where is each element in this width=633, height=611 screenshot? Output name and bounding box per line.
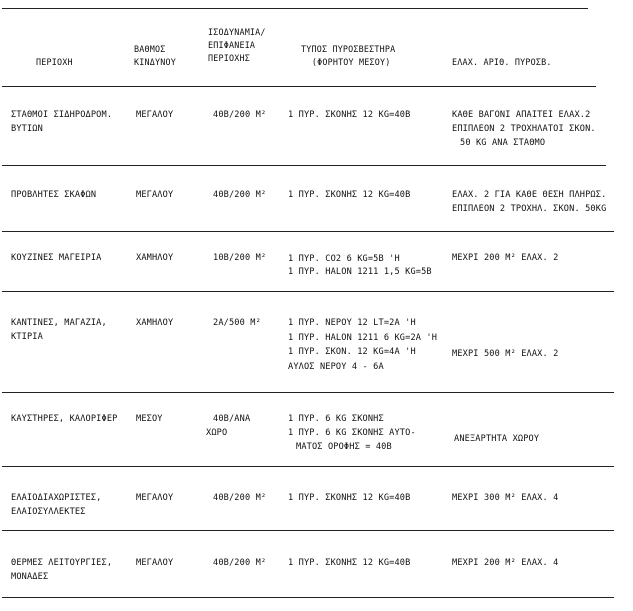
row-equiv-line: 40Β/200 Μ²: [213, 110, 267, 120]
row-7-risk: [136, 556, 173, 570]
row-3-risk: [136, 251, 173, 265]
row-2-area: [11, 188, 96, 202]
row-7-min: [452, 556, 558, 570]
row-min-line: ΚΑΘΕ ΒΑΓΟΝΙ ΑΠΑΙΤΕΙ ΕΛΑΧ.2: [452, 110, 591, 120]
row-min-line: ΜΕΧΡΙ 200 Μ² ΕΛΑΧ. 2: [452, 253, 559, 263]
row-type-line: 1 ΠΥΡ. ΣΚΟΝ. 12 KG=4A 'Η: [288, 347, 416, 357]
row-2-risk: [136, 188, 173, 202]
row-area-line: ΜΟΝΑΔΕΣ: [11, 572, 49, 582]
row-1-type: [288, 108, 410, 122]
row-7-type: [288, 556, 410, 570]
row-area-line: ΘΕΡΜΕΣ ΛΕΙΤΟΥΡΓΙΕΣ,: [11, 558, 113, 568]
row-3-type: [288, 253, 432, 279]
row-4-equivalence: [213, 316, 261, 330]
row-equiv-line: 2Α/500 Μ²: [213, 318, 261, 328]
row-min-line: ΜΕΧΡΙ 300 Μ² ΕΛΑΧ. 4: [452, 493, 559, 503]
bottom-rule: [2, 597, 614, 598]
row-1-risk: [136, 108, 173, 122]
row-area-line: ΕΛΑΙΟΔΙΑΧΩΡΙΣΤΕΣ,: [11, 493, 102, 503]
row-5-risk: [136, 412, 163, 426]
header-equiv-line: ΕΠΙΦΑΝΕΙΑ: [208, 40, 256, 50]
header-risk-line: ΒΑΘΜΟΣ: [134, 44, 166, 54]
row-rule-6: [2, 530, 614, 531]
row-risk: ΜΕΓΑΛΟΥ: [136, 493, 174, 503]
row-1-min: [452, 108, 596, 150]
row-min-line: 50 KG ΑΝΑ ΣΤΑΘΜΟ: [460, 138, 546, 148]
row-1-area: [11, 108, 112, 136]
row-5-area: [11, 412, 117, 426]
row-6-min: [452, 491, 558, 505]
row-area-line: ΕΛΑΙΟΣΥΛΛΕΚΤΕΣ: [11, 507, 86, 517]
row-6-type: [288, 491, 410, 505]
header-area-label: ΠΕΡΙΟΧΗ: [36, 57, 73, 67]
header-type-line: (ΦΟΡΗΤΟΥ ΜΕΣΟΥ): [311, 57, 391, 67]
row-equiv-line: 40Β/200 Μ²: [213, 190, 267, 200]
row-type-line: 1 ΠΥΡ. ΝΕΡΟΥ 12 LT=2A 'Η: [288, 318, 416, 328]
row-4-min: [452, 347, 558, 361]
row-5-equivalence: [206, 412, 251, 440]
row-2-min: [452, 188, 606, 216]
row-3-min: [452, 251, 558, 265]
row-rule-2: [2, 231, 614, 232]
row-risk: ΧΑΜΗΛΟΥ: [136, 318, 174, 328]
row-rule-5: [2, 466, 614, 467]
row-risk: ΜΕΓΑΛΟΥ: [136, 558, 174, 568]
row-type-line: 1 ΠΥΡ. 6 KG ΣΚΟΝΗΣ: [288, 414, 384, 424]
row-type-line: ΑΥΛΟΣ ΝΕΡΟΥ 4 - 6A: [288, 361, 384, 372]
row-min-line: ΕΠΙΠΛΕΟΝ 2 ΤΡΟΧΗΛ. ΣΚΟΝ. 50KG: [452, 204, 607, 214]
row-6-risk: [136, 491, 173, 505]
row-4-type: [288, 316, 437, 374]
header-type-line: ΤΥΠΟΣ ΠΥΡΟΣΒΕΣΤΗΡΑ: [301, 44, 396, 54]
row-area-line: ΒΥΤΙΩΝ: [11, 124, 43, 134]
row-3-equivalence: [213, 251, 266, 265]
header-equiv-line: ΠΕΡΙΟΧΗΣ: [208, 53, 250, 63]
row-5-min: [454, 432, 539, 446]
row-type-line: 1 ΠΥΡ. HALON 1211 6 KG=2A 'Η: [288, 332, 438, 343]
row-3-area: [11, 251, 102, 265]
row-2-type: [288, 188, 410, 202]
header-area: [36, 56, 73, 69]
row-area-line: ΠΡΟΒΛΗΤΕΣ ΣΚΑΦΩΝ: [11, 190, 97, 200]
row-min-line: ΜΕΧΡΙ 500 Μ² ΕΛΑΧ. 2: [452, 349, 559, 359]
row-5-type: [288, 412, 416, 454]
row-risk: ΜΕΣΟΥ: [136, 414, 163, 424]
top-rule: [2, 8, 588, 9]
header-rule: [2, 86, 596, 87]
header-equivalence: [208, 26, 266, 65]
header-extinguisher-type: [301, 43, 395, 69]
row-min-line: ΕΠΙΠΛΕΟΝ 2 ΤΡΟΧΗΛΑΤΟΙ ΣΚΟΝ.: [452, 124, 596, 134]
row-type-line: 1 ΠΥΡ. ΣΚΟΝΗΣ 12 KG=40B: [288, 190, 411, 200]
header-risk-line: ΚΙΝΔΥΝΟΥ: [134, 57, 176, 67]
row-type-line: 1 ΠΥΡ. ΣΚΟΝΗΣ 12 KG=40B: [288, 493, 411, 503]
row-area-line: ΣΤΑΘΜΟΙ ΣΙΔΗΡΟΔΡΟΜ.: [11, 110, 113, 120]
header-min-label: ΕΛΑΧ. ΑΡΙΘ. ΠΥΡΟΣΒ.: [452, 57, 552, 67]
row-equiv-line: 40Β/ΑΝΑ: [213, 414, 251, 424]
row-equiv-line: 10Β/200 Μ²: [213, 253, 267, 263]
row-type-line: 1 ΠΥΡ. HALON 1211 1,5 KG=5B: [288, 267, 432, 277]
row-type-line: 1 ΠΥΡ. 6 KG ΣΚΟΝΗΣ ΑΥΤΟ-: [288, 428, 416, 438]
row-rule-3: [2, 291, 614, 292]
row-6-area: [11, 491, 102, 519]
row-7-area: [11, 556, 112, 584]
row-area-line: ΚΑΝΤΙΝΕΣ, ΜΑΓΑΖΙΑ,: [11, 318, 107, 328]
row-type-line: 1 ΠΥΡ. ΣΚΟΝΗΣ 12 KG=40B: [288, 558, 411, 568]
row-risk: ΧΑΜΗΛΟΥ: [136, 253, 174, 263]
header-min-extinguishers: [452, 56, 552, 69]
row-type-line: 1 ΠΥΡ. ΣΚΟΝΗΣ 12 KG=40B: [288, 110, 411, 120]
row-1-equivalence: [213, 108, 266, 122]
row-area-line: ΚΑΥΣΤΗΡΕΣ, ΚΑΛΟΡΙΦΕΡ: [11, 414, 118, 424]
row-area-line: ΚΤΙΡΙΑ: [11, 332, 43, 342]
row-risk: ΜΕΓΑΛΟΥ: [136, 110, 174, 120]
row-7-equivalence: [213, 556, 266, 570]
row-equiv-line: 40Β/200 Μ²: [213, 493, 267, 503]
row-min-line: ΕΛΑΧ. 2 ΓΙΑ ΚΑΘΕ ΘΕΣΗ ΠΛΗΡΩΣ.: [452, 190, 607, 200]
row-2-equivalence: [213, 188, 266, 202]
row-equiv-line: ΧΩΡΟ: [206, 428, 228, 438]
row-4-area: [11, 316, 107, 344]
row-4-risk: [136, 316, 173, 330]
row-area-line: ΚΟΥΖΙΝΕΣ ΜΑΓΕΙΡΙΑ: [11, 253, 102, 263]
row-min-line: ΜΕΧΡΙ 200 Μ² ΕΛΑΧ. 4: [452, 558, 559, 568]
row-risk: ΜΕΓΑΛΟΥ: [136, 190, 174, 200]
row-type-line: ΜΑΤΟΣ ΟΡΟΦΗΣ = 40B: [296, 442, 392, 452]
row-equiv-line: 40Β/200 Μ²: [213, 558, 267, 568]
row-min-line: ΑΝΕΞΑΡΤΗΤΑ ΧΩΡΟΥ: [454, 434, 540, 444]
row-rule-1: [2, 165, 606, 166]
row-rule-4: [2, 392, 614, 393]
row-type-line: 1 ΠΥΡ. CO2 6 KG=5B 'Η: [288, 254, 400, 264]
header-risk: [134, 43, 176, 69]
row-6-equivalence: [213, 491, 266, 505]
header-equiv-line: ΙΣΟΔΥΝΑΜΙΑ/: [208, 27, 266, 37]
